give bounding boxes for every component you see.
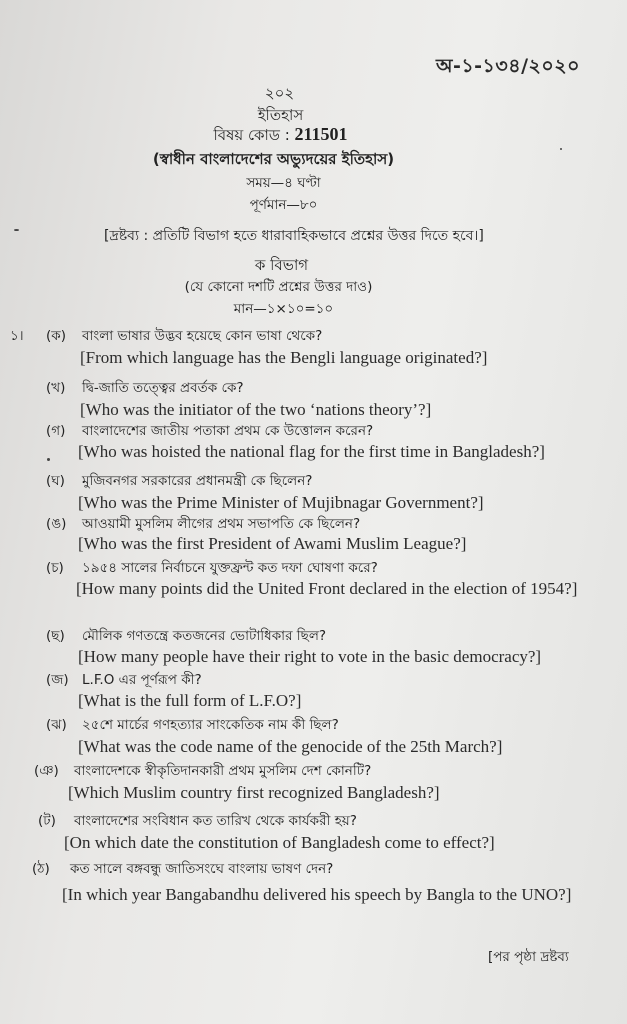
part-label: (ঙ) — [46, 516, 67, 532]
part-label: (ট) — [38, 813, 56, 829]
paper-speck — [14, 229, 19, 231]
part-label: (ক) — [46, 328, 66, 344]
part-label: (ঞ) — [34, 763, 59, 779]
part-english: [Which Muslim country first recognized Bangladesh?] — [68, 783, 440, 802]
subject-title: ইতিহাস — [257, 106, 304, 124]
part-english: [On which date the constitution of Bangladesh come to effect?] — [64, 833, 495, 852]
part-label: (খ) — [46, 380, 66, 396]
part-bangla: বাংলাদেশের জাতীয় পতাকা প্রথম কে উত্তোলন করেন? — [82, 423, 374, 439]
paper-speck — [560, 148, 562, 150]
part-label: (জ) — [46, 672, 69, 688]
part-label: (গ) — [46, 423, 66, 439]
part-bangla: ১৯৫৪ সালের নির্বাচনে যুক্তফ্রন্ট কত দফা ঘোষণা করে? — [82, 560, 378, 576]
subject-code-label: বিষয় কোড : — [213, 126, 295, 144]
part-bangla: কত সালে বঙ্গবন্ধু জাতিসংঘে বাংলায় ভাষণ দেন? — [70, 861, 334, 877]
part-english: [Who was the initiator of the two ‘nations theory’?] — [80, 400, 432, 419]
subject-subtitle: (স্বাধীন বাংলাদেশের অভ্যুদয়ের ইতিহাস) — [152, 150, 395, 168]
paper-speck — [47, 458, 50, 461]
part-english: [Who was the Prime Minister of Mujibnagar Government?] — [78, 493, 484, 512]
question-number: ১। — [10, 328, 24, 344]
part-english: [Who was the first President of Awami Muslim League?] — [78, 534, 467, 553]
section-title: ক বিভাগ — [254, 256, 309, 274]
part-bangla: L.F.O এর পূর্ণরূপ কী? — [82, 672, 202, 688]
part-bangla: বাংলা ভাষার উদ্ভব হয়েছে কোন ভাষা থেকে? — [82, 328, 323, 344]
part-english: [Who was hoisted the national flag for the first time in Bangladesh?] — [78, 442, 545, 461]
part-label: (ঘ) — [46, 473, 65, 489]
part-label: (ঝ) — [46, 717, 67, 733]
part-label: (ছ) — [46, 628, 65, 644]
part-bangla: মুজিবনগর সরকারের প্রধানমন্ত্রী কে ছিলেন? — [82, 473, 313, 489]
part-bangla: আওয়ামী মুসলিম লীগের প্রথম সভাপতি কে ছিলেন? — [82, 516, 361, 532]
part-english: [From which language has the Bengli language originated?] — [80, 348, 488, 367]
subject-code-line — [0, 124, 594, 149]
section-directive: (যে কোনো দশটি প্রশ্নের উত্তর দাও) — [184, 279, 373, 295]
instruction-note: [দ্রষ্টব্য : প্রতিটি বিভাগ হতে ধারাবাহিকভাবে প্রশ্নের উত্তর দিতে হবে।] — [104, 228, 484, 244]
part-bangla: ২৫শে মার্চের গণহত্যার সাংকেতিক নাম কী ছিল? — [82, 717, 339, 733]
part-english: [How many points did the United Front declared in the election of 1954?] — [76, 579, 578, 598]
part-english: [What was the code name of the genocide of the 25th March?] — [78, 737, 503, 756]
next-page-note: [পর পৃষ্ঠা দ্রষ্টব্য — [488, 949, 569, 965]
part-bangla: বাংলাদেশের সংবিধান কত তারিখ থেকে কার্যকরী হয়? — [74, 813, 357, 829]
section-marks: মান—১×১০=১০ — [233, 301, 334, 317]
exam-time: সময়—৪ ঘণ্টা — [246, 175, 321, 191]
part-label: (ঠ) — [32, 861, 50, 877]
part-english: [What is the full form of L.F.O?] — [78, 691, 302, 710]
exam-code: অ-১-১৩৪/২০২০ — [436, 55, 580, 77]
part-bangla: মৌলিক গণতন্ত্রে কতজনের ভোটাধিকার ছিল? — [82, 628, 327, 644]
part-english: [How many people have their right to vote in the basic democracy?] — [78, 647, 542, 666]
part-bangla: বাংলাদেশকে স্বীকৃতিদানকারী প্রথম মুসলিম দেশ কোনটি? — [74, 763, 372, 779]
paper-number: ২০২ — [264, 84, 295, 102]
part-label: (চ) — [46, 560, 64, 576]
full-marks: পূর্ণমান—৮০ — [249, 197, 318, 213]
part-bangla: দ্বি-জাতি তত্ত্বের প্রবর্তক কে? — [82, 380, 244, 396]
subject-code: 211501 — [294, 124, 348, 144]
part-english: [In which year Bangabandhu delivered his speech by Bangla to the UNO?] — [62, 885, 572, 904]
